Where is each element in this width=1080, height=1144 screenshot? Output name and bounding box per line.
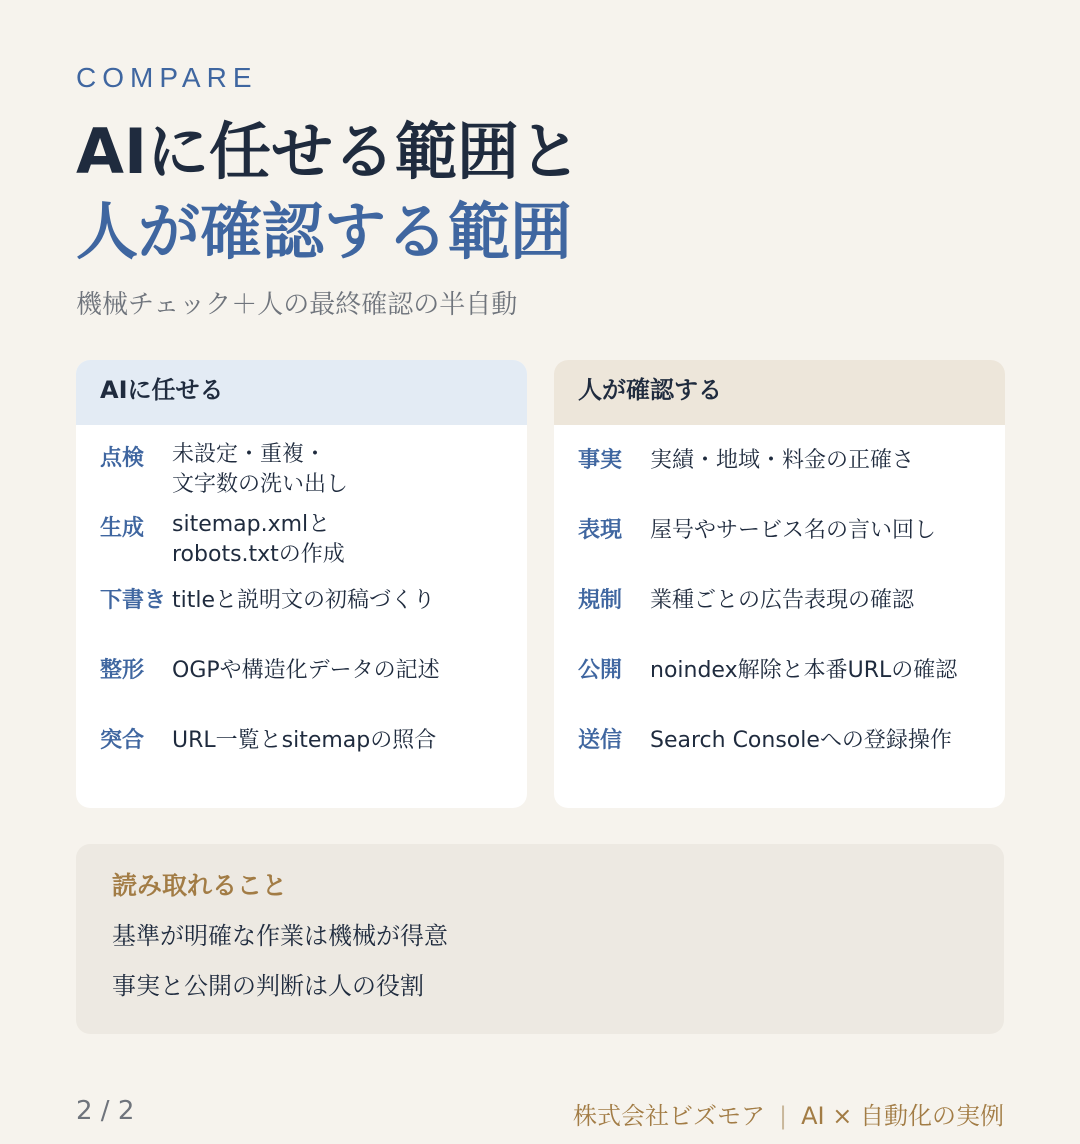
human-task-tag: 送信 <box>578 728 623 753</box>
summary-title: 読み取れること <box>112 871 288 900</box>
human-tasks-heading: 人が確認する <box>554 360 1005 425</box>
company-name: 株式会社ビズモア <box>573 1102 766 1130</box>
ai-task-row <box>100 440 517 510</box>
summary-line: 基準が明確な作業は機械が得意 <box>112 922 448 950</box>
page-subtitle: 機械チェック＋人の最終確認の半自動 <box>76 290 518 320</box>
ai-task-desc: OGPや構造化データの記述 <box>172 658 440 683</box>
page-indicator: 2 / 2 <box>76 1096 135 1126</box>
ai-task-desc: URL一覧とsitemapの照合 <box>172 728 437 753</box>
human-task-row <box>578 656 995 726</box>
ai-task-row <box>100 510 517 580</box>
summary-line: 事実と公開の判断は人の役割 <box>112 972 424 1000</box>
ai-task-desc: 未設定・重複・ 文字数の洗い出し <box>172 442 349 497</box>
human-task-row <box>578 726 995 796</box>
human-task-tag: 規制 <box>578 588 623 613</box>
ai-task-tag: 整形 <box>100 658 145 683</box>
human-task-tag: 公開 <box>578 658 623 683</box>
summary-box <box>76 844 1004 1034</box>
title-line-1: AIに任せる範囲と <box>76 115 582 188</box>
page-title <box>76 112 581 272</box>
ai-task-desc: sitemap.xmlと robots.txtの作成 <box>172 512 345 567</box>
ai-task-row <box>100 586 517 656</box>
human-task-desc: 業種ごとの広告表現の確認 <box>650 588 915 613</box>
eyebrow-label: COMPARE <box>76 62 258 93</box>
title-line-2: 人が確認する範囲 <box>76 195 573 268</box>
human-task-desc: Search Consoleへの登録操作 <box>650 728 952 753</box>
human-task-row <box>578 516 995 586</box>
human-task-row <box>578 586 995 656</box>
human-task-tag: 事実 <box>578 448 623 473</box>
ai-task-tag: 点検 <box>100 446 145 471</box>
ai-task-row <box>100 726 517 796</box>
ai-task-row <box>100 656 517 726</box>
footer-separator: | <box>779 1102 788 1130</box>
human-task-desc: noindex解除と本番URLの確認 <box>650 658 958 683</box>
human-task-desc: 実績・地域・料金の正確さ <box>650 448 915 473</box>
footer-tagline: AI × 自動化の実例 <box>801 1102 1004 1130</box>
ai-task-tag: 下書き <box>100 588 167 613</box>
footer-brand <box>573 1096 1004 1131</box>
ai-task-desc: titleと説明文の初稿づくり <box>172 588 436 613</box>
human-tasks-card <box>554 360 1005 808</box>
ai-task-tag: 突合 <box>100 728 145 753</box>
ai-tasks-heading: AIに任せる <box>76 360 527 425</box>
ai-tasks-card <box>76 360 527 808</box>
human-task-row <box>578 446 995 516</box>
ai-task-tag: 生成 <box>100 516 145 541</box>
human-task-tag: 表現 <box>578 518 623 543</box>
human-task-desc: 屋号やサービス名の言い回し <box>650 518 937 543</box>
